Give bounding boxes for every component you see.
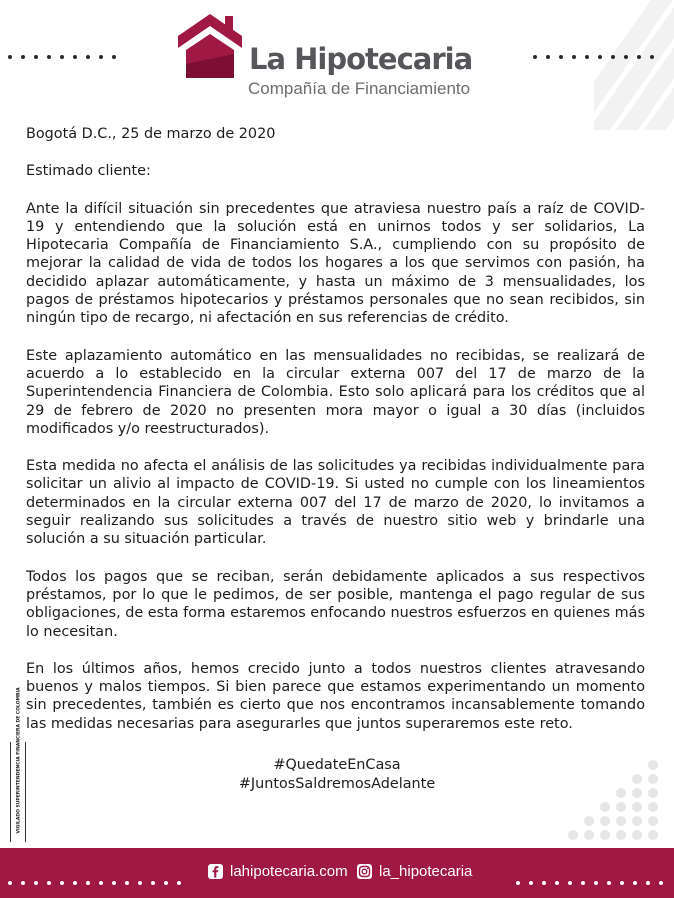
paragraph: Ante la difícil situación sin precedentes que atraviesa nuestro país a raíz de COVID-19 y entendiendo que la solución está en unirnos todos y ser solidarios, La Hipotecaria Compañía de Financiamiento S.A., cumpliendo con su propósito de mejorar la calidad de vida de todos los hogares a los que servimos con pasión, ha decidido aplazar automáticamente, y hasta un máximo de 3 mensualidades, los pagos de préstamos hipotecarios y préstamos personales que no sean recibidos, sin ningún tipo de recargo, ni afectación en sus referencias de crédito. [26,200,645,327]
footer-bar [0,848,674,898]
house-logo-icon [178,14,242,78]
hashtag: #JuntosSaldremosAdelante [238,776,436,792]
brand-name: La Hipotecaria [249,42,473,76]
vigilado-seal [8,687,28,844]
facebook-link[interactable] [208,863,348,880]
greeting: Estimado cliente: [26,163,151,180]
vigilado-authority: SUPERINTENDENCIA FINANCIERA DE COLOMBIA [16,687,22,808]
paragraph: En los últimos años, hemos crecido junto a todos nuestros clientes atravesando buenos y malos tiempos. Si bien parece que estamos experimentando un momento sin precedentes, también es cierto que nos encontramos incansablemente tomando las medidas necesarias para asegurarles que juntos superaremos este reto. [26,660,645,732]
paragraph: Este aplazamiento automático en las mensualidades no recibidas, se realizará de acuerdo a lo establecido en la circular externa 007 del 17 de marzo de la Superintendencia Financiera de Colombia. Esto solo aplicará para los créditos que al 29 de febrero de 2020 no presenten mora mayor o igual a 30 días (incluidos modificados y/o reestructurados). [26,347,645,437]
decorative-dots-footer-left [8,870,190,876]
instagram-link[interactable] [357,863,472,880]
facebook-icon [208,864,223,879]
decorative-stripes [594,0,674,130]
brand-tagline: Compañía de Financiamiento [248,79,471,98]
decorative-dots-right [533,44,663,50]
paragraph: Todos los pagos que se reciban, serán debidamente aplicados a sus respectivos préstamos, por lo que le pedimos, de ser posible, mantenga el pago regular de sus obligaciones, de esta forma estaremos enfocando nuestros esfuerzos en quienes más lo necesitan. [26,568,645,640]
instagram-icon [357,864,372,879]
facebook-label: lahipotecaria.com [230,863,348,880]
hashtag: #QuedateEnCasa [273,757,401,773]
instagram-label: la_hipotecaria [379,863,473,880]
letter-body [26,125,645,752]
decorative-dot-grid [564,760,664,850]
vigilado-label: VIGILADO [16,809,22,834]
paragraph: Esta medida no afecta el análisis de las solicitudes ya recibidas individualmente para solicitar un alivio al impacto de COVID-19. Si usted no cumple con los lineamientos determinados en la circular externa 007 del 17 de marzo de 2020, lo invitamos a seguir realizando sus solicitudes a través de nuestro sitio web y brindarle una solución a su situación particular. [26,458,645,548]
decorative-dots-footer-right [516,870,672,876]
letterhead [0,0,674,112]
dateline: Bogotá D.C., 25 de marzo de 2020 [26,126,276,142]
decorative-dots-left [8,44,125,50]
